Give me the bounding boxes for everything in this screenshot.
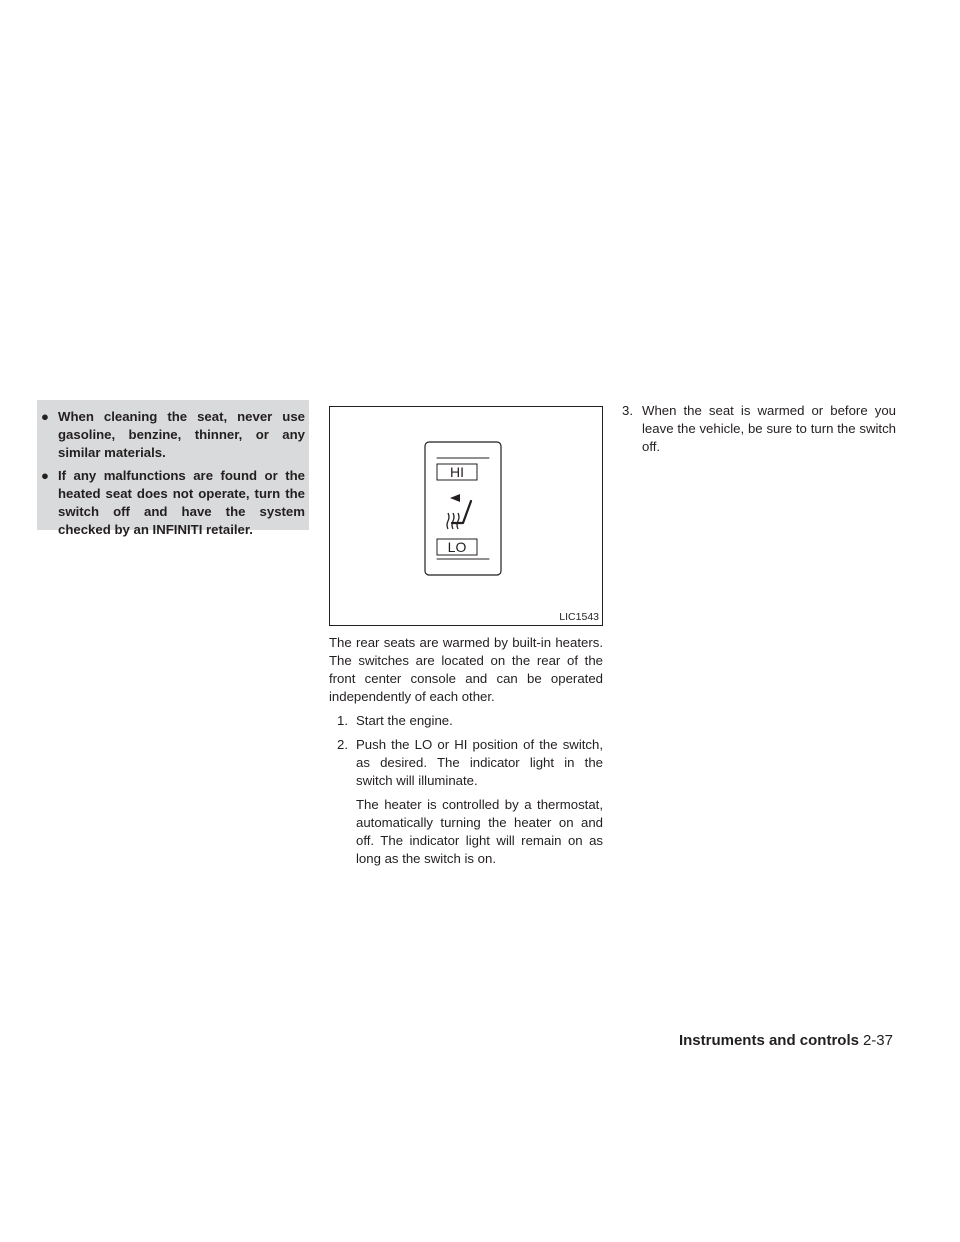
page-footer [679, 1032, 893, 1049]
step-number: 3. [622, 403, 633, 418]
instructions-column [329, 634, 603, 874]
figure-code: LIC1543 [559, 611, 599, 623]
step-number: 1. [337, 713, 348, 728]
caution-text: If any malfunctions are found or the heated seat does not operate, turn the switch off and have the system checked by an INFINITI retailer. [58, 468, 305, 537]
heated-seat-switch-illustration [330, 407, 602, 625]
step-item [329, 712, 603, 730]
hi-label: HI [450, 464, 464, 480]
heated-seat-icon [447, 494, 471, 529]
step-text: Push the LO or HI position of the switch, as desired. The indicator light in the switch will illuminate. [356, 737, 603, 788]
bullet-icon: ● [41, 409, 49, 424]
caution-text: When cleaning the seat, never use gasoline, benzine, thinner, or any similar materials. [58, 409, 305, 460]
step-note: The heater is controlled by a thermostat, automatically turning the heater on and off. The indicator light will remain on as long as the switch is on. [356, 797, 603, 866]
step-item [622, 402, 896, 456]
step-number: 2. [337, 737, 348, 752]
page-number: 2-37 [862, 1032, 893, 1049]
step-text: Start the engine. [356, 713, 453, 728]
intro-paragraph: The rear seats are warmed by built-in heaters. The switches are located on the rear of the front center console and can be operated independently of each other. [329, 635, 603, 704]
step-text: When the seat is warmed or before you leave the vehicle, be sure to turn the switch off. [642, 403, 896, 454]
caution-bullet [41, 408, 305, 462]
instructions-column-continued [622, 402, 896, 462]
section-title: Instruments and controls [678, 1032, 859, 1049]
caution-box [37, 400, 309, 537]
bullet-icon: ● [41, 468, 49, 483]
lo-label: LO [447, 539, 467, 555]
caution-bullet [41, 467, 305, 539]
step-item [329, 736, 603, 868]
switch-figure [329, 406, 603, 626]
